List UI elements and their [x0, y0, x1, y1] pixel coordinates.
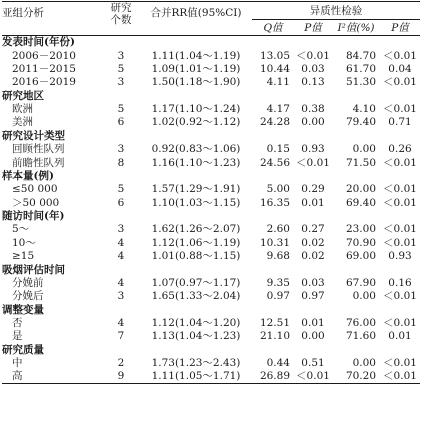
header-i2-value: I²值(%): [332, 20, 380, 36]
pooled-rr-cell: 1.11(1.05～1.71): [151, 370, 241, 383]
category-row: [2, 169, 420, 182]
header-p-value-i2: P值: [380, 20, 420, 36]
study-count-cell: 6: [117, 196, 125, 209]
subgroup-label: 美洲: [12, 116, 33, 129]
p-value-i2-cell: ＜0.01: [383, 317, 417, 330]
pooled-rr-cell: 1.57(1.29～1.91): [151, 183, 241, 196]
study-count-cell: 5: [117, 103, 125, 116]
p-value-q-cell: 0.97: [301, 290, 325, 303]
category-row: [2, 209, 420, 222]
category-label: 随访时间(年): [2, 210, 65, 223]
i2-value-cell: 0.00: [352, 143, 376, 156]
subgroup-label: 中: [12, 357, 23, 370]
p-value-i2-cell: ＜0.01: [383, 357, 417, 370]
subgroup-label: 欧洲: [12, 103, 33, 116]
i2-value-cell: 79.40: [345, 116, 376, 129]
study-count-cell: 9: [117, 370, 125, 383]
study-count-cell: 3: [117, 49, 125, 62]
i2-value-cell: 71.60: [345, 330, 376, 343]
table-row: [2, 290, 420, 303]
p-value-i2-cell: ＜0.01: [383, 196, 417, 209]
table-row: [2, 62, 420, 75]
subgroup-label: ≤50 000: [12, 183, 58, 196]
table-row: [2, 276, 420, 289]
table-row: [2, 316, 420, 329]
study-count-cell: 8: [117, 156, 125, 169]
i2-value-cell: 70.90: [345, 236, 376, 249]
table-row: [2, 370, 420, 383]
p-value-i2-cell: ＜0.01: [383, 236, 417, 249]
pooled-rr-cell: 1.17(1.10～1.24): [151, 103, 241, 116]
subgroup-label: 分娩前: [12, 276, 44, 289]
i2-value-cell: 20.00: [345, 183, 376, 196]
p-value-q-cell: 0.51: [301, 357, 325, 370]
category-label: 研究地区: [2, 89, 44, 102]
study-count-cell: 5: [117, 183, 125, 196]
table-row: [2, 156, 420, 169]
table-row: [2, 196, 420, 209]
p-value-i2-cell: ＜0.01: [383, 156, 417, 169]
q-value-cell: 10.31: [259, 236, 290, 249]
p-value-q-cell: 0.03: [301, 62, 325, 75]
p-value-i2-cell: 0.04: [388, 62, 412, 75]
category-label: 样本量(例): [2, 169, 54, 182]
table-row: [2, 183, 420, 196]
q-value-cell: 13.05: [259, 49, 290, 62]
pooled-rr-cell: 1.62(1.26～2.07): [151, 223, 241, 236]
p-value-q-cell: ＜0.01: [296, 156, 330, 169]
pooled-rr-cell: 1.16(1.10～1.23): [151, 156, 241, 169]
study-count-cell: 5: [117, 62, 125, 75]
subgroup-label: 否: [12, 317, 23, 330]
study-count-cell: 4: [117, 250, 125, 263]
p-value-q-cell: 0.00: [301, 116, 325, 129]
category-row: [2, 263, 420, 276]
p-value-q-cell: 0.00: [301, 330, 325, 343]
i2-value-cell: 4.10: [352, 103, 376, 116]
table-row: [2, 102, 420, 115]
study-count-cell: 3: [117, 76, 125, 89]
study-count-cell: 2: [117, 357, 125, 370]
study-count-cell: 3: [117, 290, 125, 303]
p-value-q-cell: 0.38: [301, 103, 325, 116]
q-value-cell: 24.28: [259, 116, 290, 129]
pooled-rr-cell: 1.02(0.92～1.12): [151, 116, 241, 129]
i2-value-cell: 51.30: [345, 76, 376, 89]
q-value-cell: 0.97: [266, 290, 290, 303]
table-row: [2, 223, 420, 236]
header-study-count-line2: 个数: [110, 14, 132, 26]
q-value-cell: 4.11: [266, 76, 290, 89]
study-count-cell: 3: [117, 223, 125, 236]
category-label: 发表时间(年份): [2, 36, 75, 49]
header-heterogeneity: 异质性检验: [309, 5, 363, 17]
category-row: [2, 303, 420, 316]
pooled-rr-cell: 1.01(0.88～1.15): [151, 250, 241, 263]
p-value-i2-cell: 0.01: [388, 330, 412, 343]
pooled-rr-cell: 1.09(1.01～1.19): [151, 62, 241, 75]
i2-value-cell: 69.40: [345, 196, 376, 209]
table-row: [2, 357, 420, 370]
table-row: [2, 49, 420, 62]
q-value-cell: 2.60: [266, 223, 290, 236]
p-value-q-cell: ＜0.01: [296, 49, 330, 62]
p-value-i2-cell: 0.26: [388, 143, 412, 156]
subgroup-label: 前瞻性队列: [12, 156, 65, 169]
category-row: [2, 36, 420, 49]
p-value-i2-cell: ＜0.01: [383, 49, 417, 62]
category-label: 调整变量: [2, 303, 44, 316]
q-value-cell: 9.68: [266, 250, 290, 263]
pooled-rr-cell: 0.92(0.83～1.06): [151, 143, 241, 156]
p-value-q-cell: 0.13: [301, 76, 325, 89]
header-study-count: [102, 2, 140, 36]
subgroup-label: 回顾性队列: [12, 143, 65, 156]
q-value-cell: 26.89: [259, 370, 290, 383]
header-pooled-rr: 合并RR值(95%CI): [150, 7, 242, 19]
table-row: [2, 330, 420, 343]
p-value-q-cell: 0.01: [301, 196, 325, 209]
header-q-value: Q值: [252, 20, 294, 36]
q-value-cell: 16.35: [259, 196, 290, 209]
pooled-rr-cell: 1.13(1.04～1.23): [151, 330, 241, 343]
pooled-rr-cell: 1.12(1.04～1.20): [151, 317, 241, 330]
p-value-i2-cell: ＜0.01: [383, 76, 417, 89]
q-value-cell: 4.17: [266, 103, 290, 116]
subgroup-label: 高: [12, 370, 23, 383]
subgroup-label: 分娩后: [12, 290, 44, 303]
table-body: [2, 36, 420, 384]
subgroup-label: ≥15: [12, 250, 35, 263]
q-value-cell: 0.15: [266, 143, 290, 156]
q-value-cell: 5.00: [266, 183, 290, 196]
header-p-value-q: P值: [294, 20, 332, 36]
study-count-cell: 4: [117, 317, 125, 330]
p-value-i2-cell: 0.16: [388, 276, 412, 289]
subgroup-label: 2016－2019: [12, 76, 76, 89]
pooled-rr-cell: 1.07(0.97～1.17): [151, 276, 241, 289]
i2-value-cell: 71.50: [345, 156, 376, 169]
category-label: 吸烟评估时间: [2, 263, 65, 276]
p-value-i2-cell: ＜0.01: [383, 290, 417, 303]
study-count-cell: 4: [117, 276, 125, 289]
category-label: 研究设计类型: [2, 129, 65, 142]
i2-value-cell: 76.00: [345, 317, 376, 330]
p-value-i2-cell: ＜0.01: [383, 103, 417, 116]
study-count-cell: 4: [117, 236, 125, 249]
i2-value-cell: 84.70: [345, 49, 376, 62]
table-row: [2, 250, 420, 263]
subgroup-label: 2011－2015: [12, 62, 76, 75]
q-value-cell: 10.44: [259, 62, 290, 75]
q-value-cell: 0.44: [266, 357, 290, 370]
p-value-i2-cell: ＜0.01: [383, 223, 417, 236]
pooled-rr-cell: 1.11(1.04～1.19): [151, 49, 241, 62]
subgroup-label: 2006－2010: [12, 49, 76, 62]
p-value-q-cell: 0.02: [301, 250, 325, 263]
subgroup-label: 10～: [12, 236, 36, 249]
category-row: [2, 129, 420, 142]
i2-value-cell: 0.00: [352, 290, 376, 303]
study-count-cell: 7: [117, 330, 125, 343]
pooled-rr-cell: 1.73(1.23～2.43): [151, 357, 241, 370]
p-value-i2-cell: 0.71: [388, 116, 412, 129]
category-row: [2, 89, 420, 102]
p-value-q-cell: 0.02: [301, 236, 325, 249]
subgroup-label: 5～: [12, 223, 30, 236]
subgroup-label: 是: [12, 330, 23, 343]
study-count-cell: 6: [117, 116, 125, 129]
table-row: [2, 116, 420, 129]
pooled-rr-cell: 1.50(1.18～1.90): [151, 76, 241, 89]
i2-value-cell: 69.00: [345, 250, 376, 263]
i2-value-cell: 0.00: [352, 357, 376, 370]
p-value-q-cell: 0.01: [301, 317, 325, 330]
p-value-q-cell: 0.27: [301, 223, 325, 236]
q-value-cell: 9.35: [266, 276, 290, 289]
pooled-rr-cell: 1.12(1.06～1.19): [151, 236, 241, 249]
pooled-rr-cell: 1.65(1.33～2.04): [151, 290, 241, 303]
header-study-count-line1: 研究: [110, 2, 132, 14]
study-count-cell: 3: [117, 143, 125, 156]
p-value-q-cell: 0.03: [301, 276, 325, 289]
subgroup-label: ＞50 000: [12, 196, 60, 209]
p-value-i2-cell: 0.93: [388, 250, 412, 263]
pooled-rr-cell: 1.10(1.03～1.15): [151, 196, 241, 209]
i2-value-cell: 70.20: [345, 370, 376, 383]
category-row: [2, 343, 420, 356]
p-value-i2-cell: ＜0.01: [383, 370, 417, 383]
q-value-cell: 12.51: [259, 317, 290, 330]
i2-value-cell: 61.70: [345, 62, 376, 75]
subgroup-analysis-table: [2, 1, 420, 384]
p-value-i2-cell: ＜0.01: [383, 183, 417, 196]
q-value-cell: 21.10: [259, 330, 290, 343]
p-value-q-cell: 0.29: [301, 183, 325, 196]
p-value-q-cell: ＜0.01: [296, 370, 330, 383]
table-row: [2, 76, 420, 89]
i2-value-cell: 23.00: [345, 223, 376, 236]
table-row: [2, 236, 420, 249]
table-row: [2, 143, 420, 156]
i2-value-cell: 67.90: [345, 276, 376, 289]
q-value-cell: 24.56: [259, 156, 290, 169]
header-subgroup: 亚组分析: [2, 7, 44, 19]
p-value-q-cell: 0.93: [301, 143, 325, 156]
category-label: 研究质量: [2, 343, 44, 356]
